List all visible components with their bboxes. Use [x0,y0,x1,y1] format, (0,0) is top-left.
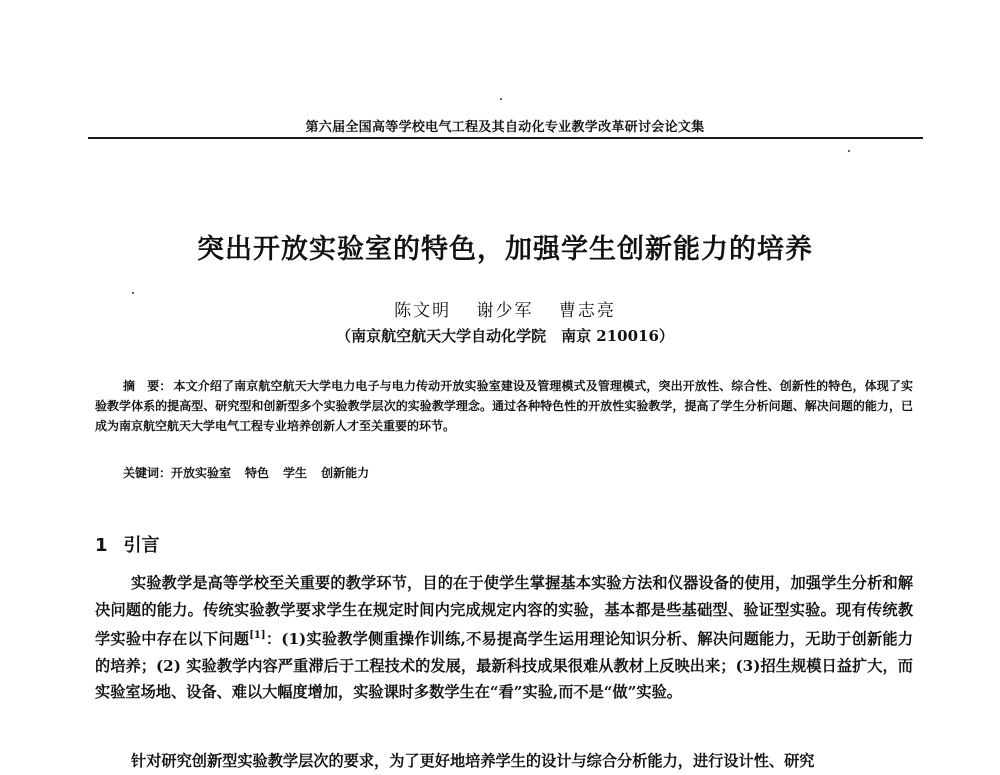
keywords [123,463,383,483]
author-name: 曹志亮 [558,301,616,321]
header-rule [88,137,923,139]
keyword: 创新能力 [321,466,370,480]
keyword: 学生 [283,466,308,480]
citation-ref: [1] [249,630,266,642]
author-list [90,296,920,321]
keyword: 开放实验室 [171,466,232,480]
scan-speck [848,150,850,152]
section-number: 1 [95,535,108,556]
paper-title: 突出开放实验室的特色，加强学生创新能力的培养 [197,234,813,265]
abstract [95,376,913,436]
scan-speck [132,292,134,294]
body-paragraph [95,570,913,706]
body-text-part: 实验教学是高等学校至关重要的教学环节，目的在于使学生掌握基本实验方法和仪器设备的使用，加强学生分析和解决问题的能力。传统实验教学要求学生在规定时间内完成规定内容的实验，基本都是些基础型、验证型实验。现有传统教学实验中存在以下问题 [95,574,913,649]
abstract-text: 本文介绍了南京航空航天大学电力电子与电力传动开放实验室建设及管理模式及管理模式，突出开放性、综合性、创新性的特色，体现了实验教学体系的提高型、研究型和创新型多个实验教学层次的实验教学理念。通过各种特色性的开放性实验教学，提高了学生分析问题、解决问题的能力，已成为南京航空航天大学电气工程专业培养创新人才至关重要的环节。 [95,379,913,433]
body-text-part: ：(1)实验教学侧重操作训练,不易提高学生运用理论知识分析、解决问题能力，无助于创新能力的培养；(2) 实验教学内容严重滞后于工程技术的发展，最新科技成果很难从教材上反映出来；(3)招生规模日益扩大，而实验室场地、设备、难以大幅度增加，实验课时多数学生在“看”实验,而不是“做”实验。 [95,630,914,702]
keyword: 特色 [245,466,270,480]
section-title: 引言 [123,535,160,556]
running-header: 第六届全国高等学校电气工程及其自动化专业教学改革研讨会论文集 [305,120,705,135]
scan-speck [500,98,502,100]
keywords-label: 关键词： [123,466,172,480]
author-name: 陈文明 [394,301,452,321]
section-heading [95,531,160,557]
abstract-label: 摘 要： [123,379,172,393]
affiliation: （南京航空航天大学自动化学院 南京 210016） [336,327,674,345]
body-paragraph-cut: 针对研究创新型实验教学层次的要求，为了更好地培养学生的设计与综合分析能力，进行设计性、研究 [131,752,815,770]
author-name: 谢少军 [476,301,534,321]
